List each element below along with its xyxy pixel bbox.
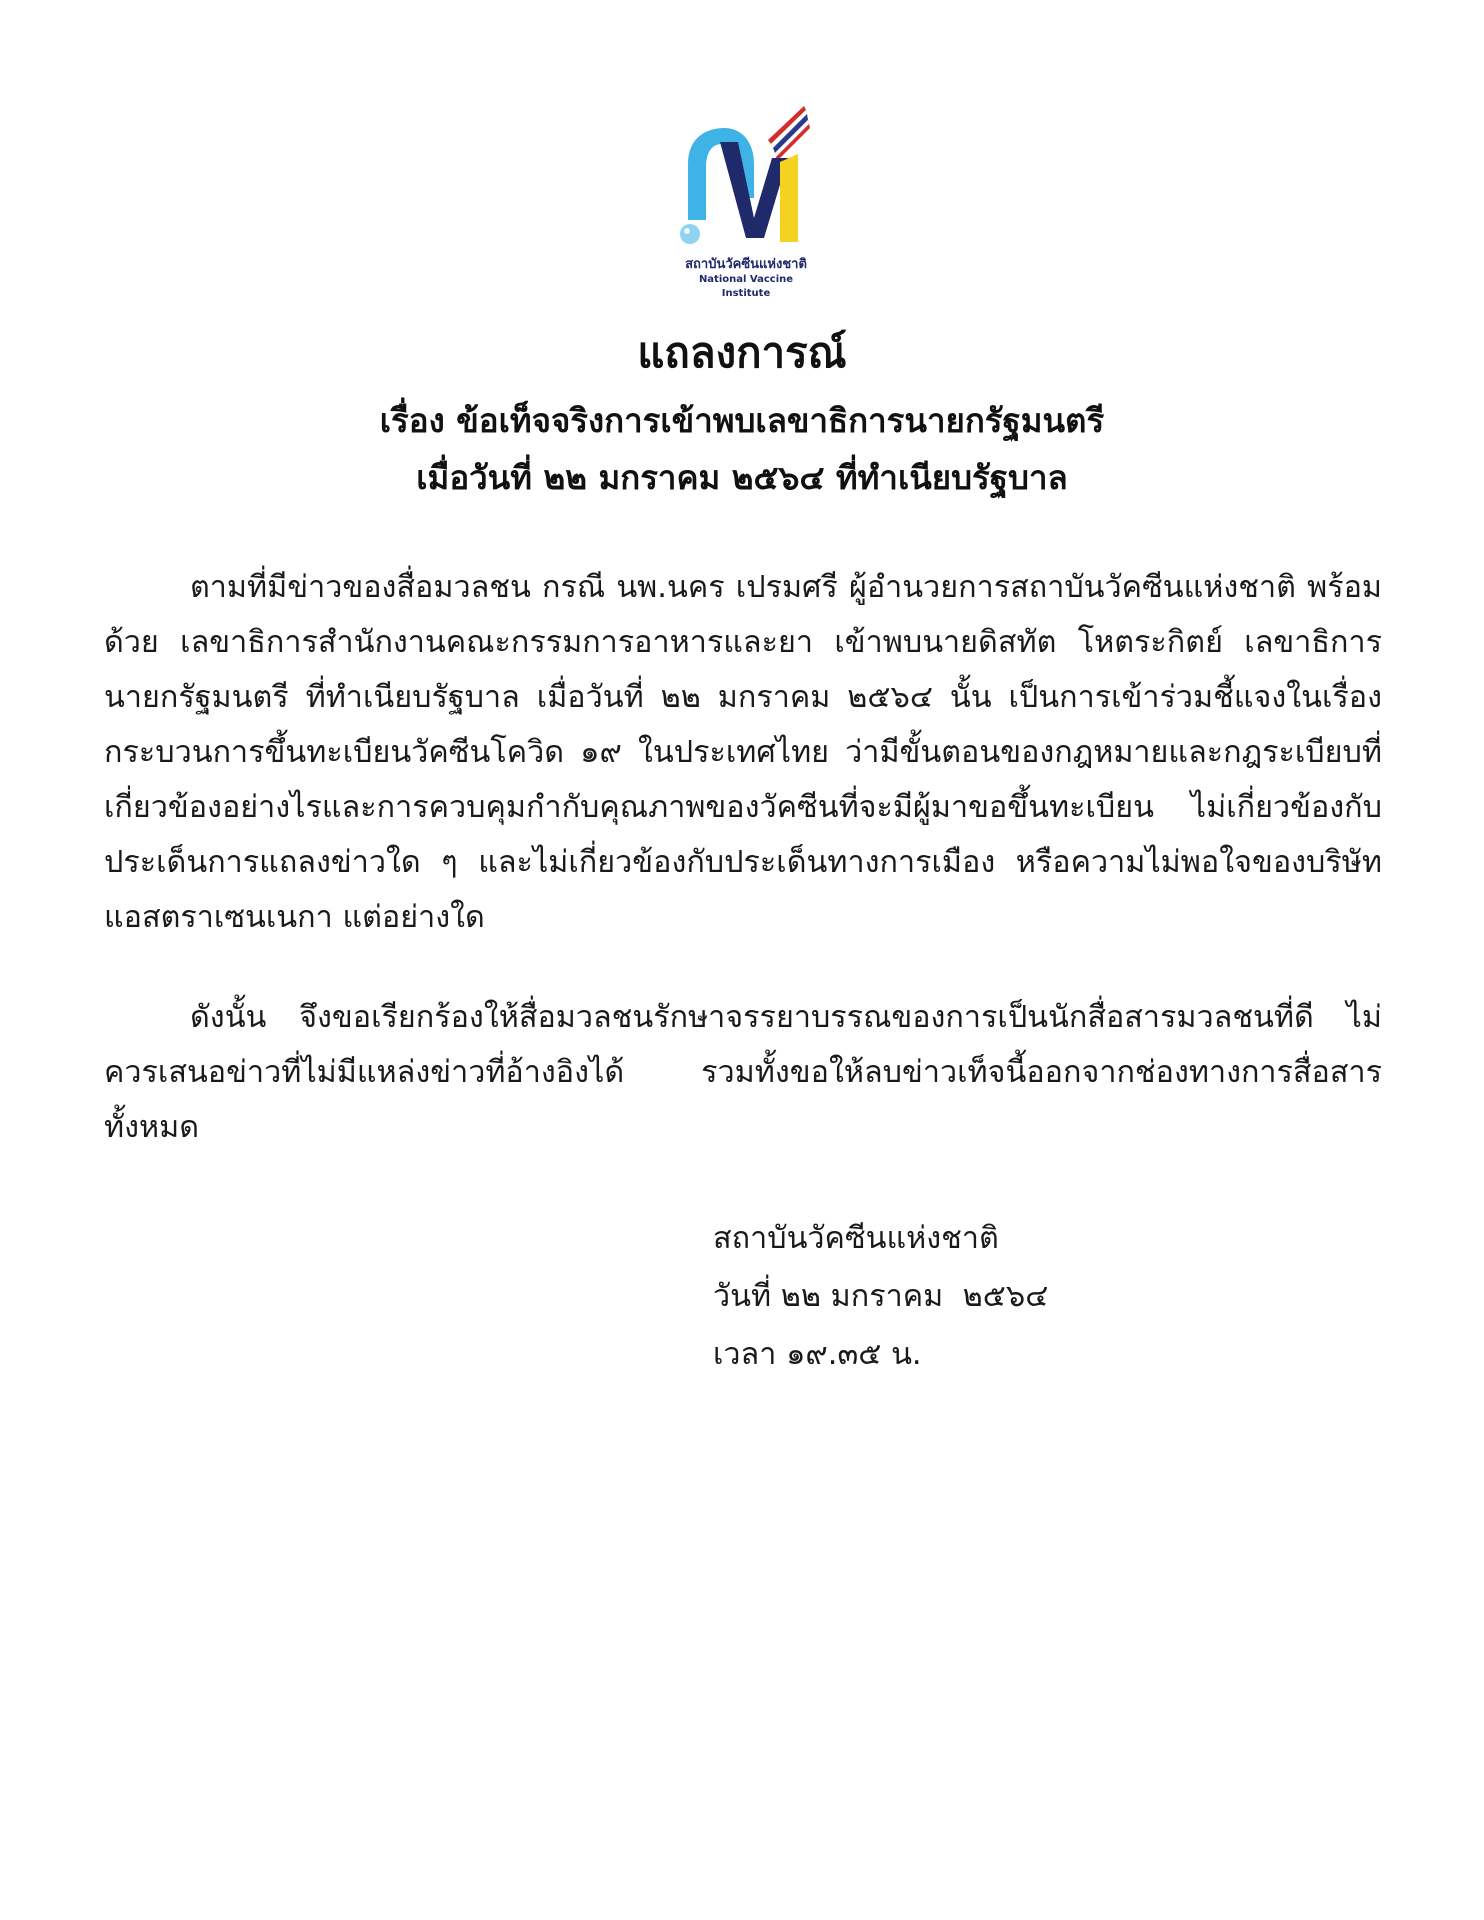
nvi-logo-mark-icon — [676, 102, 816, 257]
logo-thai-name: สถาบันวัคซีนแห่งชาติ — [685, 257, 807, 272]
signature-time: เวลา ๑๙.๓๕ น. — [713, 1337, 922, 1372]
signature-organization: สถาบันวัคซีนแห่งชาติ — [713, 1221, 999, 1256]
statement-subject: เรื่อง ข้อเท็จจริงการเข้าพบเลขาธิการนายกรัฐมนตรี — [379, 401, 1105, 440]
signature-date: วันที่ ๒๒ มกราคม ๒๕๖๔ — [713, 1279, 1049, 1314]
signature-block — [713, 1210, 1048, 1384]
body-paragraph-1: ตามที่มีข่าวของสื่อมวลชน กรณี นพ.นคร เปรมศรี ผู้อำนวยการสถาบันวัคซีนแห่งชาติ พร้อมด้วย เลขาธิการสำนักงานคณะกรรมการอาหารและยา เข้าพบนายดิสทัต โหตระกิตย์ เลขาธิการนายกรัฐมนตรี ที่ทำเนียบรัฐบาล เมื่อวันที่ ๒๒ มกราคม ๒๕๖๔ นั้น เป็นการเข้าร่วมชี้แจงในเรื่องกระบวนการขึ้นทะเบียนวัคซีนโควิด ๑๙ ในประเทศไทย ว่ามีขั้นตอนของกฎหมายและกฎระเบียบที่เกี่ยวข้องอย่างไรและการควบคุมกำกับคุณภาพของวัคซีนที่จะมีผู้มาขอขึ้นทะเบียน ไม่เกี่ยวข้องกับประเด็นการแถลงข่าวใด ๆ และไม่เกี่ยวข้องกับประเด็นทางการเมือง หรือความไม่พอใจของบริษัทแอสตราเซนเนกา แต่อย่างใด — [104, 570, 1382, 935]
logo-english-name: National Vaccine Institute — [698, 274, 794, 299]
statement-date-line: เมื่อวันที่ ๒๒ มกราคม ๒๕๖๔ ที่ทำเนียบรัฐบาล — [416, 458, 1068, 497]
statement-title: แถลงการณ์ — [637, 328, 847, 377]
body-paragraph-2: ดังนั้น จึงขอเรียกร้องให้สื่อมวลชนรักษาจรรยาบรรณของการเป็นนักสื่อสารมวลชนที่ดี ไม่ควรเสนอข่าวที่ไม่มีแหล่งข่าวที่อ้างอิงได้ รวมทั้งขอให้ลบข่าวเท็จนี้ออกจากช่องทางการสื่อสารทั้งหมด — [104, 1000, 1382, 1145]
